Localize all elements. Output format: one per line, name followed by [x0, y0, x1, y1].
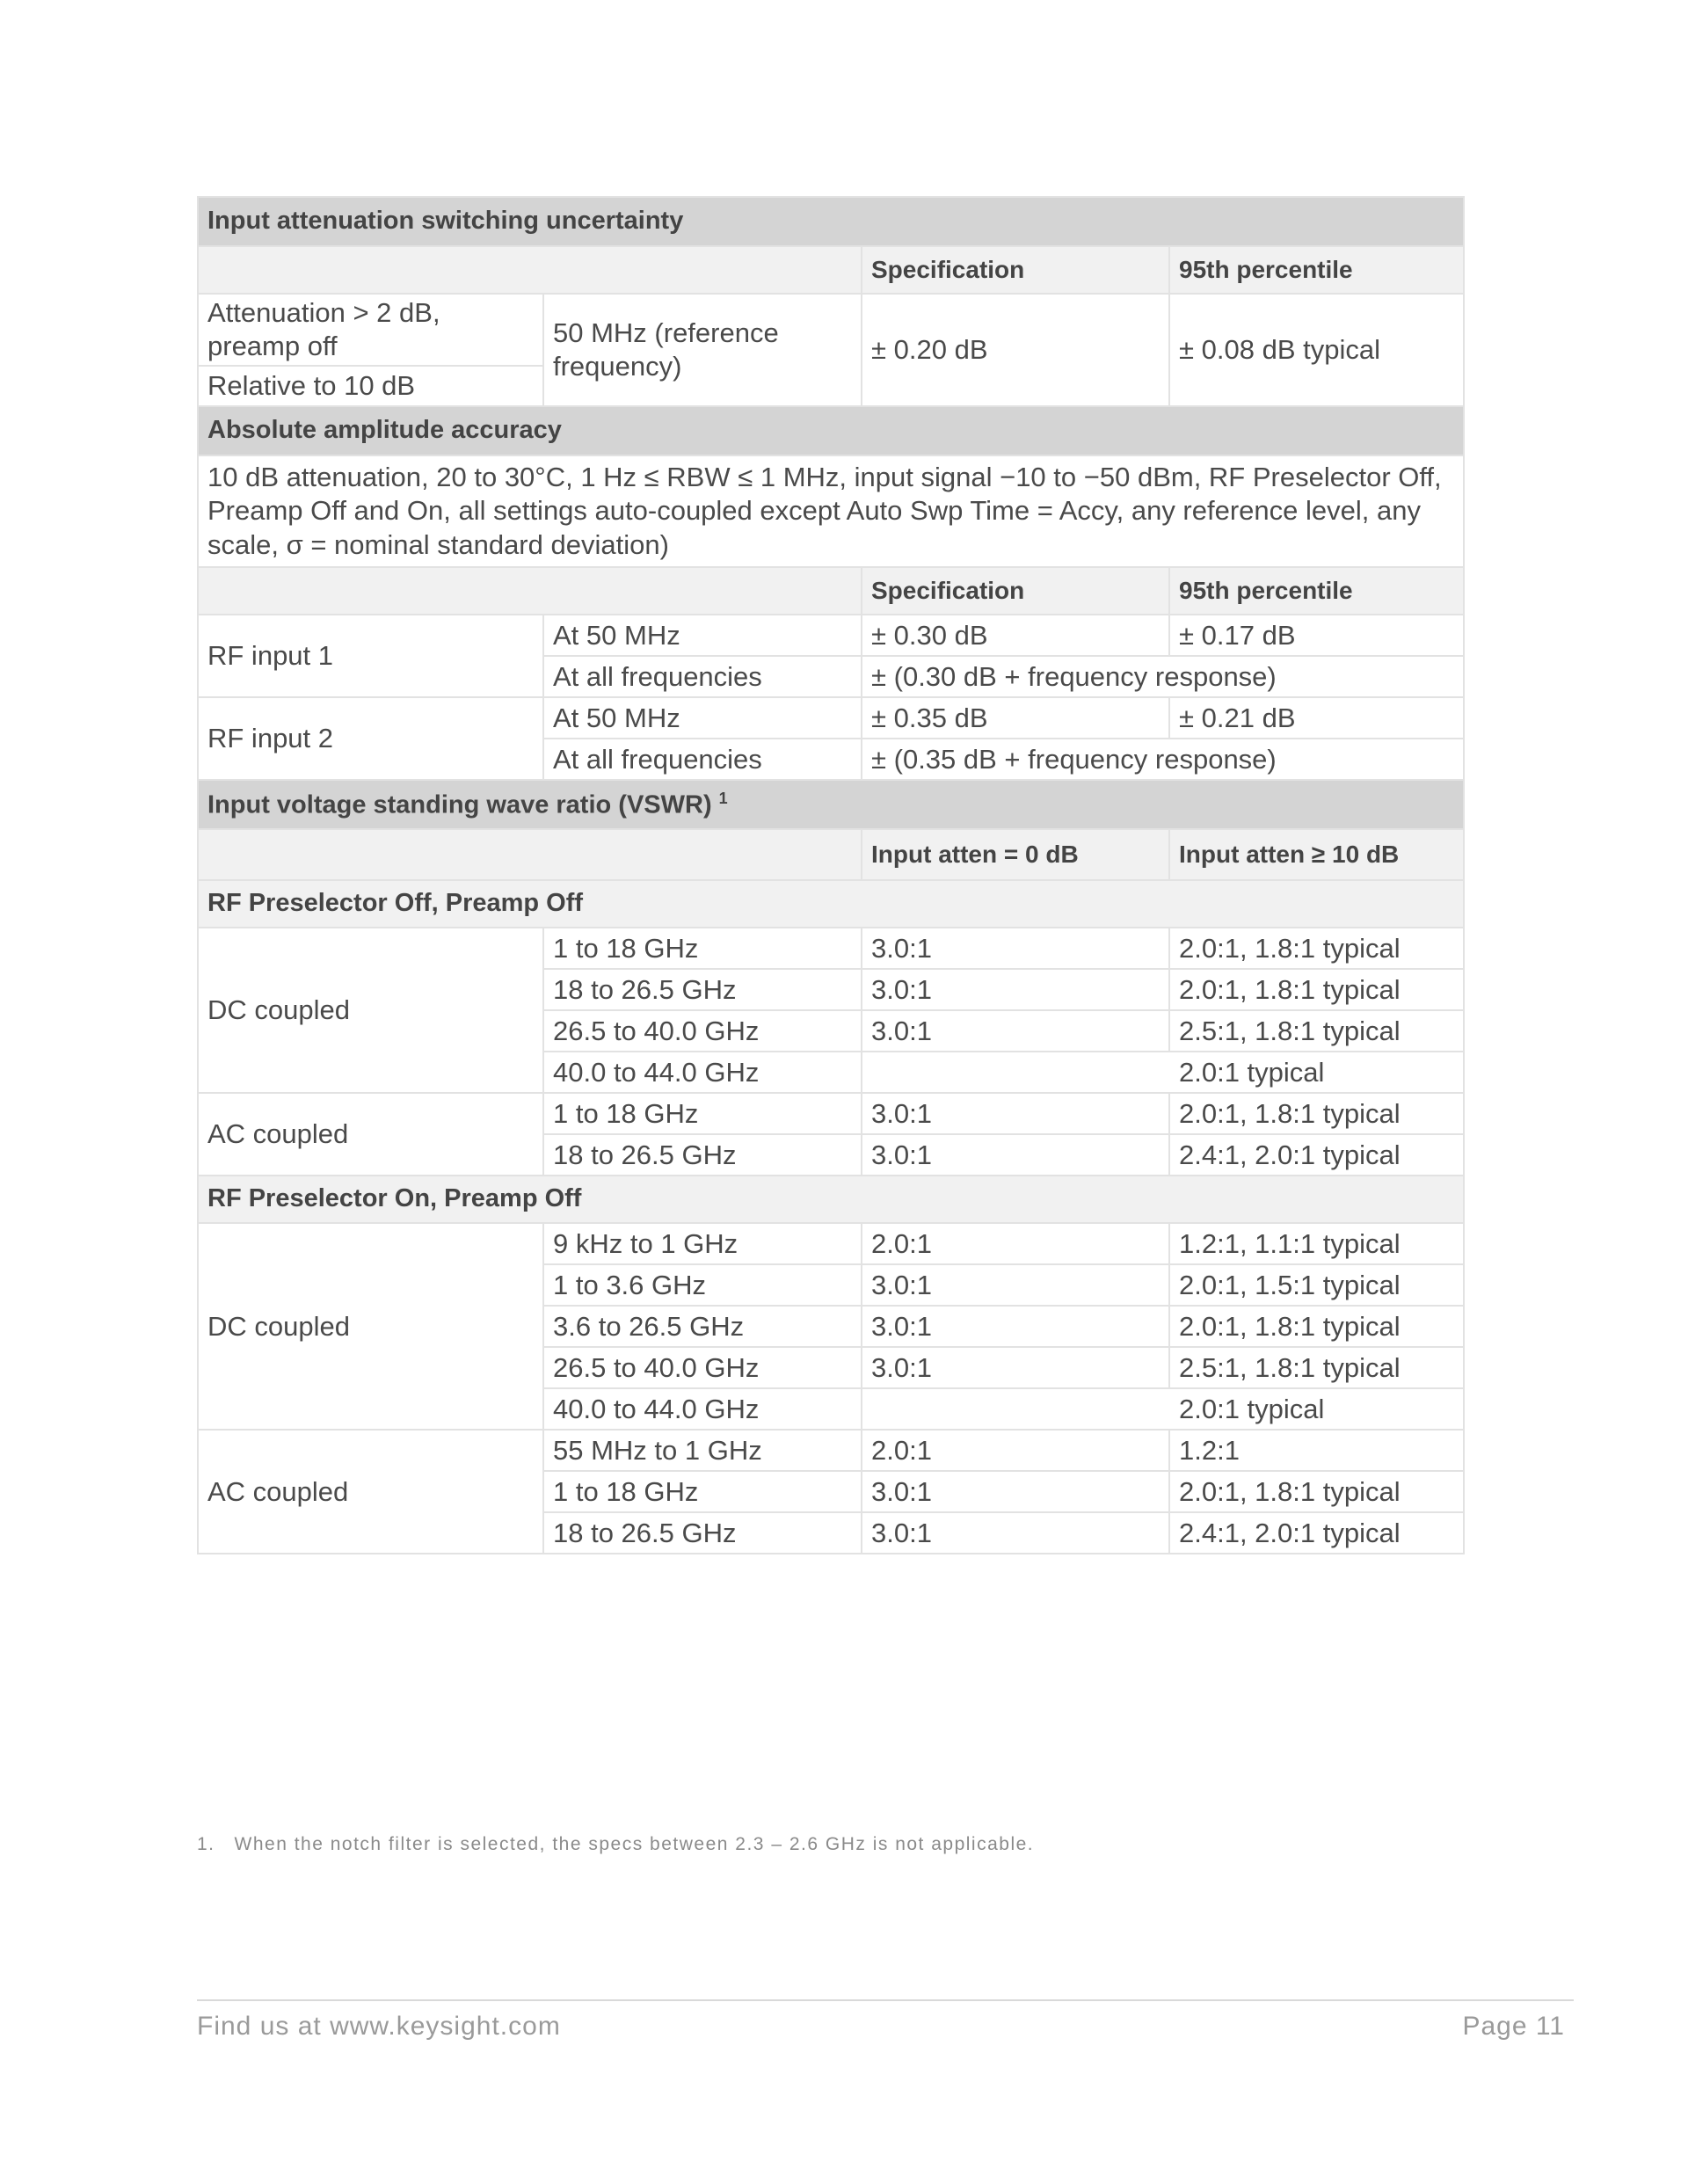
footnote: 1. When the notch filter is selected, the specs between 2.3 – 2.6 GHz is not applicable.: [197, 1834, 1035, 1854]
atten0-cell: 3.0:1: [862, 1010, 1169, 1052]
percentile-cell: ± 0.17 dB: [1169, 615, 1464, 656]
subsection-row: [198, 1176, 1464, 1223]
atten0-cell: 3.0:1: [862, 1512, 1169, 1554]
conditions-text: 10 dB attenuation, 20 to 30°C, 1 Hz ≤ RBW ≤ 1 MHz, input signal −10 to −50 dBm, RF Preselector Off, Preamp Off and On, all settings auto-coupled except Auto Swp Time = Accy, any reference level, any scale, σ = nominal standard deviation): [198, 455, 1464, 567]
frequency-cell: 18 to 26.5 GHz: [543, 969, 862, 1010]
subsection-title-preselector-off: RF Preselector Off, Preamp Off: [198, 880, 1464, 928]
atten10-cell: 2.0:1, 1.8:1 typical: [1169, 1093, 1464, 1134]
col-header-specification: Specification: [862, 567, 1169, 615]
page-number: Page 11: [1462, 2012, 1565, 2041]
atten0-cell: 2.0:1: [862, 1430, 1169, 1471]
footnote-ref: 1: [718, 789, 728, 807]
frequency-cell: 9 kHz to 1 GHz: [543, 1223, 862, 1264]
frequency-cell: 3.6 to 26.5 GHz: [543, 1306, 862, 1347]
frequency-cell: 1 to 18 GHz: [543, 1093, 862, 1134]
frequency-cell: 26.5 to 40.0 GHz: [543, 1010, 862, 1052]
column-header-row: [198, 829, 1464, 880]
col-header-atten-0: Input atten = 0 dB: [862, 829, 1169, 880]
atten0-cell: 3.0:1: [862, 1264, 1169, 1306]
atten10-cell: 2.0:1, 1.8:1 typical: [1169, 969, 1464, 1010]
spec-cell: ± (0.30 dB + frequency response): [862, 656, 1464, 697]
frequency-cell: At all frequencies: [543, 656, 862, 697]
atten10-cell: 1.2:1, 1.1:1 typical: [1169, 1223, 1464, 1264]
atten10-cell: 2.0:1, 1.5:1 typical: [1169, 1264, 1464, 1306]
frequency-cell: At 50 MHz: [543, 615, 862, 656]
frequency-cell: 18 to 26.5 GHz: [543, 1134, 862, 1176]
spec-cell: ± 0.20 dB: [862, 294, 1169, 406]
table-row: [198, 1430, 1464, 1471]
column-header-row: [198, 567, 1464, 615]
table-row: [198, 928, 1464, 969]
section-header-row: [198, 780, 1464, 829]
section-title-vswr: [198, 780, 1464, 829]
blank-header-cell: [198, 567, 862, 615]
section-header-row: [198, 197, 1464, 246]
atten10-cell: 2.4:1, 2.0:1 typical: [1169, 1512, 1464, 1554]
spec-cell: ± 0.35 dB: [862, 697, 1169, 739]
spec-cell: ± 0.30 dB: [862, 615, 1169, 656]
frequency-cell: At 50 MHz: [543, 697, 862, 739]
row-label-rf-input-1: RF input 1: [198, 615, 543, 697]
frequency-cell: 55 MHz to 1 GHz: [543, 1430, 862, 1471]
atten10-cell: 2.5:1, 1.8:1 typical: [1169, 1347, 1464, 1388]
col-header-95th-percentile: 95th percentile: [1169, 567, 1464, 615]
table-row: [198, 697, 1464, 739]
atten0-cell: 2.0:1: [862, 1223, 1169, 1264]
atten10-cell: 2.0:1, 1.8:1 typical: [1169, 928, 1464, 969]
col-header-95th-percentile: 95th percentile: [1169, 246, 1464, 294]
atten10-cell: 2.4:1, 2.0:1 typical: [1169, 1134, 1464, 1176]
subsection-title-preselector-on: RF Preselector On, Preamp Off: [198, 1176, 1464, 1223]
frequency-cell: 40.0 to 44.0 GHz: [543, 1388, 862, 1430]
subsection-row: [198, 880, 1464, 928]
row-label-ac-coupled: AC coupled: [198, 1430, 543, 1554]
atten0-cell: 3.0:1: [862, 1306, 1169, 1347]
footer-divider: [197, 1999, 1574, 2001]
frequency-cell: 40.0 to 44.0 GHz: [543, 1052, 862, 1093]
atten0-cell: 3.0:1: [862, 1471, 1169, 1512]
atten0-cell: 3.0:1: [862, 928, 1169, 969]
atten10-cell: 2.5:1, 1.8:1 typical: [1169, 1010, 1464, 1052]
table-row: [198, 1093, 1464, 1134]
spec-cell: ± (0.35 dB + frequency response): [862, 739, 1464, 780]
row-label-ac-coupled: AC coupled: [198, 1093, 543, 1176]
section-title-amplitude: Absolute amplitude accuracy: [198, 406, 1464, 455]
frequency-cell: 26.5 to 40.0 GHz: [543, 1347, 862, 1388]
frequency-cell: 50 MHz (reference frequency): [543, 294, 862, 406]
atten10-cell: 2.0:1 typical: [1169, 1052, 1464, 1093]
atten10-cell: 1.2:1: [1169, 1430, 1464, 1471]
atten0-cell: [862, 1052, 1169, 1093]
table-row: [198, 1223, 1464, 1264]
row-label-dc-coupled: DC coupled: [198, 1223, 543, 1430]
column-header-row: [198, 246, 1464, 294]
percentile-cell: ± 0.08 dB typical: [1169, 294, 1464, 406]
condition-cell: Relative to 10 dB: [198, 366, 543, 406]
frequency-cell: 1 to 3.6 GHz: [543, 1264, 862, 1306]
section-header-row: [198, 406, 1464, 455]
vswr-title-text: Input voltage standing wave ratio (VSWR): [207, 790, 712, 819]
atten10-cell: 2.0:1, 1.8:1 typical: [1169, 1471, 1464, 1512]
frequency-cell: 1 to 18 GHz: [543, 1471, 862, 1512]
col-header-specification: Specification: [862, 246, 1169, 294]
atten0-cell: [862, 1388, 1169, 1430]
frequency-cell: At all frequencies: [543, 739, 862, 780]
blank-header-cell: [198, 829, 862, 880]
atten0-cell: 3.0:1: [862, 1093, 1169, 1134]
row-label-dc-coupled: DC coupled: [198, 928, 543, 1093]
atten0-cell: 3.0:1: [862, 1134, 1169, 1176]
conditions-row: [198, 455, 1464, 567]
section-title-attenuation: Input attenuation switching uncertainty: [198, 197, 1464, 246]
atten0-cell: 3.0:1: [862, 1347, 1169, 1388]
blank-header-cell: [198, 246, 862, 294]
footer-website-link[interactable]: Find us at www.keysight.com: [197, 2012, 561, 2041]
atten0-cell: 3.0:1: [862, 969, 1169, 1010]
frequency-cell: 1 to 18 GHz: [543, 928, 862, 969]
atten10-cell: 2.0:1 typical: [1169, 1388, 1464, 1430]
spec-table: [197, 196, 1465, 1554]
percentile-cell: ± 0.21 dB: [1169, 697, 1464, 739]
row-label-rf-input-2: RF input 2: [198, 697, 543, 780]
col-header-atten-10: Input atten ≥ 10 dB: [1169, 829, 1464, 880]
table-row: [198, 294, 1464, 366]
frequency-cell: 18 to 26.5 GHz: [543, 1512, 862, 1554]
atten10-cell: 2.0:1, 1.8:1 typical: [1169, 1306, 1464, 1347]
table-row: [198, 615, 1464, 656]
condition-cell: Attenuation > 2 dB, preamp off: [198, 294, 543, 366]
